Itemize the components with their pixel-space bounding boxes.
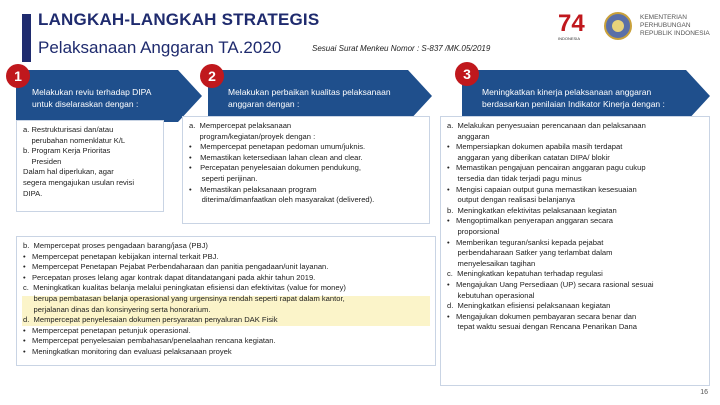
list-line: • Mengoptimalkan penyerapan anggaran secara — [447, 216, 614, 226]
anniversary-number: 74 — [558, 10, 585, 37]
list-line: diterima/dimanfaatkan oleh masyarakat (delivered). — [189, 195, 375, 205]
list-line: • Percepatan proses lelang agar kontrak dapat ditandatangani pada akhir tahun 2019. — [23, 272, 316, 282]
page-number: 16 — [700, 389, 708, 396]
list-line: output dengan realisasi belanjanya — [447, 195, 575, 205]
list-line: Dalam hal diperlukan, agar — [23, 167, 114, 177]
list-line: • Mempercepat Penetapan Pejabat Perbendaharaan dan panitia pengadaan/unit layanan. — [23, 262, 329, 272]
step-1-badge: 1 — [6, 64, 30, 88]
list-line: • Memastikan pengajuan pencairan anggaran pagu cukup — [447, 163, 646, 173]
anniversary-logo — [558, 12, 598, 58]
title-accent-bar — [22, 14, 31, 62]
list-line: anggaran — [447, 131, 490, 141]
list-line: a. Restrukturisasi dan/atau — [23, 125, 114, 134]
list-line: tersedia dan tidak terjadi pagu minus — [447, 173, 582, 183]
list-line: proporsional — [447, 226, 500, 236]
list-line: segera mengajukan usulan revisi — [23, 177, 135, 187]
list-line: c. Meningkatkan kepatuhan terhadap regulasi — [447, 269, 603, 279]
list-line: • Mempercepat penyelesaian pembahasan/penelaahan rencana kegiatan. — [23, 336, 276, 346]
list-line: tepat waktu sesuai dengan Rencana Penarikan Dana — [447, 322, 637, 332]
list-line: • Memastikan pelaksanaan program — [189, 184, 317, 194]
page-title: LANGKAH-LANGKAH STRATEGIS — [38, 10, 320, 29]
list-line: b. Program Kerja Prioritas — [23, 146, 111, 156]
list-line: b. Mempercepat proses pengadaan barang/jasa (PBJ) — [23, 241, 208, 250]
kinerja-panel — [440, 116, 710, 386]
list-line: program/kegiatan/proyek dengan : — [189, 131, 316, 141]
list-line: perubahan nomenklatur K/L — [23, 135, 126, 145]
list-line: • Memberikan teguran/sanksi kepada pejabat — [447, 237, 604, 247]
list-line: menyelesaikan tagihan — [447, 258, 536, 268]
reviu-list — [17, 121, 163, 203]
pengadaan-panel — [16, 236, 436, 366]
list-line: perjalanan dinas dan konsinyering serta honorarium. — [23, 304, 211, 314]
list-line: • Mengisi capaian output guna memastikan kesesuaian — [447, 184, 637, 194]
list-line: perbendaharaan Satker yang terlambat dalam — [447, 248, 613, 258]
kinerja-list — [441, 117, 709, 337]
anniversary-caption: INDONESIA — [558, 36, 581, 41]
list-line: • Mengajukan Uang Persediaan (UP) secara rasional sesuai — [447, 279, 654, 289]
list-line: • Memastikan ketersediaan lahan clean and clear. — [189, 152, 363, 162]
list-line: • Mengajukan dokumen pembayaran secara benar dan — [447, 311, 637, 321]
list-line: berupa pembatasan belanja operasional yang urgensinya rendah seperti rapat dalam kantor, — [23, 293, 345, 303]
list-line: d. Meningkatkan efisiensi pelaksanaan kegiatan — [447, 301, 611, 311]
step-3-text: Meningkatkan kinerja pelaksanaan anggaran berdasarkan penilaian Indikator Kinerja dengan : — [482, 87, 665, 109]
list-line: c. Meningkatkan kualitas belanja melalui peningkatan efisiensi dan efektivitas (value for money) — [23, 283, 346, 293]
ministry-emblem-icon — [604, 12, 632, 40]
list-line: • Percepatan penyelesaian dokumen pendukung, — [189, 163, 361, 173]
reviu-panel — [16, 120, 164, 212]
list-line: • Mempersiapkan dokumen apabila masih terdapat — [447, 142, 623, 152]
ministry-name: KEMENTERIAN PERHUBUNGAN REPUBLIK INDONESIA — [640, 14, 710, 37]
perbaikan-panel — [182, 116, 430, 224]
step-2-text: Melakukan perbaikan kualitas pelaksanaan anggaran dengan : — [228, 87, 391, 109]
page-subtitle: Pelaksanaan Anggaran TA.2020 — [38, 38, 282, 57]
list-line: • Mempercepat penetapan petunjuk operasional. — [23, 325, 191, 335]
list-line: seperti perijinan. — [189, 173, 258, 183]
decree-reference: Sesuai Surat Menkeu Nomor : S-837 /MK.05/2019 — [312, 44, 491, 53]
perbaikan-list-a — [183, 117, 429, 210]
list-line: kebutuhan operasional — [447, 290, 535, 300]
list-line: • Mempercepat penetapan pedoman umum/juknis. — [189, 142, 366, 152]
list-line: d. Mempercepat penyelesaian dokumen persyaratan penyaluran DAK Fisik — [23, 315, 278, 325]
list-line: DIPA. — [23, 188, 43, 198]
list-line: a. Melakukan penyesuaian perencanaan dan pelaksanaan — [447, 121, 646, 130]
perbaikan-list-bcd — [17, 237, 435, 362]
list-line: anggaran yang diberikan catatan DIPA/ blokir — [447, 152, 610, 162]
step-2-badge: 2 — [200, 64, 224, 88]
list-line: • Meningkatkan monitoring dan evaluasi pelaksanaan proyek — [23, 346, 232, 356]
list-line: • Mempercepat penetapan kebijakan internal terkait PBJ. — [23, 251, 219, 261]
step-1-text: Melakukan reviu terhadap DIPA untuk diselaraskan dengan : — [32, 87, 152, 109]
list-line: Presiden — [23, 156, 62, 166]
step-3-badge: 3 — [455, 62, 479, 86]
list-line: a. Mempercepat pelaksanaan — [189, 121, 292, 130]
list-line: b. Meningkatkan efektivitas pelaksanaan kegiatan — [447, 205, 617, 215]
